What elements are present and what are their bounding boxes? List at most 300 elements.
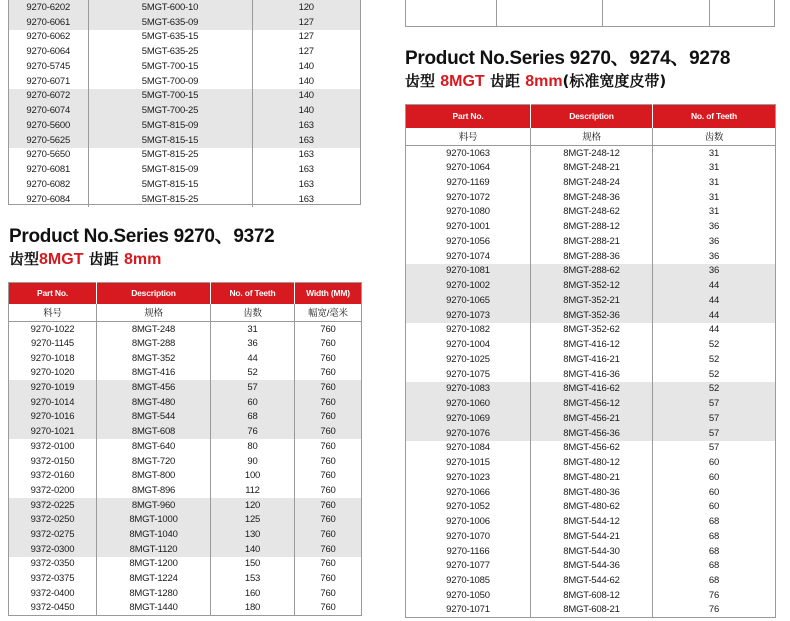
table-cell: 9270-1004 [406,337,531,352]
table-cell: 5MGT-815-09 [88,162,252,177]
table-row [9,192,360,207]
table-cell: 8MGT-960 [97,498,211,513]
table-cell: 9270-1063 [406,146,531,161]
table-cell: 76 [708,589,720,601]
table-cell: 8MGT-352-36 [531,308,653,323]
table-cell: 9270-1070 [406,529,531,544]
top-left-table [9,0,360,207]
table-cell: 9270-1145 [9,336,97,351]
table-cell: 44 [653,308,776,323]
table-cell: 68 [211,410,295,425]
table-cell: 8MGT-480-12 [531,455,653,470]
series-9270-9274-9278-table [405,104,776,618]
table-cell: 5MGT-700-25 [88,103,252,118]
table-cell: 60 [708,471,720,483]
table-cell: 8MGT-456-12 [531,396,653,411]
table-cell: 163 [252,133,360,148]
tooth-type-value: 8MGT [440,73,485,90]
table-cell: 9270-1014 [9,395,97,410]
table-cell: 8MGT-248-21 [531,160,653,175]
table-row [9,527,362,542]
table-cell: 163 [298,193,314,205]
table-cell: 100 [211,468,295,483]
table-cell: 8MGT-1224 [97,571,211,586]
pitch-value: 8mm [525,73,563,90]
table-cell: 5MGT-700-15 [88,89,252,104]
table-cell: 57 [211,380,295,395]
table-row [406,559,776,574]
table-cell: 140 [211,542,295,557]
table-cell: 8MGT-544 [97,410,211,425]
col-subheader-width: 幅宽/毫米 [295,304,362,322]
table-cell: 9270-1020 [9,366,97,381]
table-cell: 9270-6072 [9,89,88,104]
table-cell: 9270-1019 [9,380,97,395]
table-cell: 5MGT-815-25 [88,192,252,207]
table-cell: 140 [252,103,360,118]
table-cell: 760 [320,455,336,467]
table-cell: 125 [211,512,295,527]
table-cell: 52 [708,368,720,380]
col-header-description: Description [97,283,211,304]
table-row [9,468,362,483]
table-row [9,483,362,498]
table-row [406,455,776,470]
table-cell: 8MGT-416-62 [531,382,653,397]
table-cell: 44 [653,278,776,293]
table-cell: 8MGT-896 [97,483,211,498]
table-row [406,500,776,515]
table-cell: 8MGT-544-12 [531,514,653,529]
table-cell: 163 [252,118,360,133]
table-cell: 9270-1064 [406,160,531,175]
table-row [9,74,360,89]
table-cell: 9270-6082 [9,177,88,192]
table-cell: 8MGT-1040 [97,527,211,542]
table-cell: 9270-6071 [9,74,88,89]
table-row [406,219,776,234]
table-row [406,175,776,190]
table-row [9,162,360,177]
table-cell: 8MGT-480-62 [531,500,653,515]
table-cell: 68 [708,575,720,587]
top-right-table-frame [405,0,775,27]
col-header-description: Description [531,105,653,128]
table-cell: 60 [708,501,720,513]
table-cell: 36 [708,250,720,262]
table-row [9,586,362,601]
table-row [9,380,362,395]
table-cell: 760 [320,587,336,599]
table-cell: 9270-1021 [9,424,97,439]
table-cell: 9372-0200 [9,483,97,498]
table-cell: 150 [211,557,295,572]
table-cell: 9270-1083 [406,382,531,397]
table-cell: 8MGT-288-12 [531,219,653,234]
table-cell: 9270-6084 [9,192,88,207]
table-cell: 9270-1077 [406,559,531,574]
table-cell: 31 [708,176,720,188]
col-header-part-no: Part No. [406,105,531,128]
table-cell: 76 [211,424,295,439]
table-cell: 9270-1022 [9,322,97,337]
table-cell: 8MGT-352-62 [531,323,653,338]
col-subheader-no-of-teeth: 齿数 [211,304,295,322]
table-cell: 9270-5600 [9,118,88,133]
table-cell: 8MGT-480 [97,395,211,410]
col-header-no-of-teeth: No. of Teeth [211,283,295,304]
table-cell: 9270-1072 [406,190,531,205]
table-cell: 9270-1084 [406,441,531,456]
table-row [9,59,360,74]
table-cell: 760 [320,323,336,335]
table-cell: 5MGT-635-09 [88,15,252,30]
table-cell: 9270-1073 [406,308,531,323]
table-cell: 140 [298,75,314,87]
table-cell: 9270-1060 [406,396,531,411]
table-row [406,337,776,352]
table-row [9,89,360,104]
table-cell: 9372-0375 [9,571,97,586]
table-cell: 760 [295,380,362,395]
table-cell: 68 [708,530,720,542]
table-cell: 36 [708,235,720,247]
table-cell: 8MGT-416-36 [531,367,653,382]
table-cell: 140 [298,60,314,72]
table-cell: 9270-6061 [9,15,88,30]
table-row [406,308,776,323]
table-cell: 9270-1085 [406,573,531,588]
col-header-no-of-teeth: No. of Teeth [653,105,776,128]
table-row [9,148,360,163]
standard-width-note: (标准宽度皮带) [562,72,667,90]
table-cell: 5MGT-700-09 [88,74,252,89]
table-cell: 9270-1018 [9,351,97,366]
table-cell: 8MGT-608 [97,424,211,439]
table-row [406,264,776,279]
table-row [9,103,360,118]
table-cell: 9372-0150 [9,454,97,469]
table-cell: 68 [708,560,720,572]
table-cell: 31 [211,322,295,337]
table-cell: 31 [708,191,720,203]
table-cell: 8MGT-640 [97,439,211,454]
table-cell: 57 [708,442,720,454]
table-cell: 5MGT-815-09 [88,118,252,133]
table-cell: 9372-0300 [9,542,97,557]
table-row [9,118,360,133]
table-cell: 9270-1166 [406,544,531,559]
table-row [406,529,776,544]
table-cell: 760 [295,498,362,513]
table-cell: 8MGT-248-62 [531,205,653,220]
table-cell: 9270-6064 [9,44,88,59]
table-cell: 90 [211,454,295,469]
table-row [406,249,776,264]
table-cell: 9270-5745 [9,59,88,74]
table-cell: 8MGT-352-12 [531,278,653,293]
table-cell: 8MGT-544-62 [531,573,653,588]
table-row [406,160,776,175]
table-cell: 52 [708,353,720,365]
table-cell: 9270-1074 [406,249,531,264]
table-cell: 9270-1016 [9,410,97,425]
series-9270-9372-table [8,282,362,616]
pitch-value: 8mm [123,251,162,268]
table-cell: 8MGT-352 [97,351,211,366]
table-cell: 163 [298,178,314,190]
table-cell: 127 [252,15,360,30]
table-cell: 68 [708,516,720,528]
table-cell: 31 [708,162,720,174]
table-cell: 9372-0275 [9,527,97,542]
table-cell: 8MGT-288-21 [531,234,653,249]
table-cell: 8MGT-1440 [97,601,211,616]
pitch-label: 齿距 [489,72,520,90]
table-row [406,485,776,500]
table-row [9,512,362,527]
table-row [406,588,776,603]
table-cell: 8MGT-288 [97,336,211,351]
table-cell: 8MGT-1280 [97,586,211,601]
table-cell: 9270-1025 [406,352,531,367]
table-cell: 120 [211,498,295,513]
table-cell: 36 [708,221,720,233]
table-cell: 5MGT-815-15 [88,133,252,148]
table-row [406,573,776,588]
col-subheader-description: 规格 [97,304,211,322]
table-cell: 760 [295,410,362,425]
table-cell: 5MGT-635-15 [88,30,252,45]
table-cell: 9270-1071 [406,603,531,618]
table-cell: 8MGT-1000 [97,512,211,527]
tooth-type-label: 齿型 [9,250,40,268]
table-cell: 8MGT-544-36 [531,559,653,574]
col-subheader-part-no: 料号 [406,128,531,146]
table-cell: 8MGT-456-36 [531,426,653,441]
table-cell: 163 [298,149,314,161]
table-cell: 9270-1075 [406,367,531,382]
table-cell: 8MGT-800 [97,468,211,483]
table-cell: 9372-0225 [9,498,97,513]
table-cell: 9270-1069 [406,411,531,426]
table-cell: 60 [211,395,295,410]
table-cell: 127 [298,31,314,43]
table-cell: 60 [708,457,720,469]
table-cell: 9270-6081 [9,162,88,177]
table-cell: 9372-0400 [9,586,97,601]
table-cell: 8MGT-480-36 [531,485,653,500]
table-cell: 60 [708,486,720,498]
table-row [406,514,776,529]
table-cell: 31 [708,147,720,159]
table-cell: 760 [295,395,362,410]
table-row [406,278,776,293]
table-cell: 130 [211,527,295,542]
table-cell: 760 [295,424,362,439]
table-cell: 44 [653,293,776,308]
table-cell: 8MGT-480-21 [531,470,653,485]
table-cell: 5MGT-600-10 [88,0,252,15]
table-cell: 57 [653,426,776,441]
table-row [9,542,362,557]
table-row [406,352,776,367]
table-cell: 760 [295,542,362,557]
table-cell: 5MGT-815-25 [88,148,252,163]
col-subheader-description: 规格 [531,128,653,146]
table-row [9,133,360,148]
table-cell: 112 [211,483,295,498]
table-cell: 9270-1023 [406,470,531,485]
series-9270-9372-subtitle [9,248,161,269]
table-row [9,454,362,469]
table-row [406,411,776,426]
table-cell: 9270-1056 [406,234,531,249]
table-cell: 8MGT-456-62 [531,441,653,456]
table-cell: 9270-1066 [406,485,531,500]
table-cell: 9372-0100 [9,439,97,454]
table-cell: 760 [320,367,336,379]
table-row [9,601,362,616]
table-cell: 9270-1050 [406,588,531,603]
table-row [406,323,776,338]
table-cell: 5MGT-700-15 [88,59,252,74]
table-cell: 9270-1052 [406,500,531,515]
table-row [9,424,362,439]
series-9270-9274-9278-title: Product No.Series 9270、9274、9278 [405,48,731,69]
table-cell: 9270-1065 [406,293,531,308]
table-cell: 760 [320,338,336,350]
series-9270-9372-title: Product No.Series 9270、9372 [9,226,275,247]
table-cell: 760 [295,512,362,527]
table-row [406,544,776,559]
table-row [9,177,360,192]
table-cell: 8MGT-288-36 [531,249,653,264]
table-row [406,470,776,485]
table-cell: 68 [708,545,720,557]
table-cell: 8MGT-1200 [97,557,211,572]
table-cell: 760 [295,527,362,542]
table-cell: 9270-6202 [9,0,88,15]
table-row [406,382,776,397]
table-cell: 140 [252,89,360,104]
table-cell: 8MGT-288-62 [531,264,653,279]
table-row [406,396,776,411]
table-row [9,322,362,337]
table-cell: 9372-0450 [9,601,97,616]
table-row [406,603,776,618]
table-cell: 9270-1006 [406,514,531,529]
table-cell: 52 [708,339,720,351]
col-subheader-no-of-teeth: 齿数 [653,128,776,146]
table-cell: 760 [320,573,336,585]
table-cell: 163 [298,164,314,176]
table-cell: 9372-0350 [9,557,97,572]
table-cell: 9270-6074 [9,103,88,118]
table-cell: 9270-1002 [406,278,531,293]
series-9270-9274-9278-subtitle [405,70,666,91]
table-cell: 57 [653,411,776,426]
table-cell: 8MGT-720 [97,454,211,469]
table-row [9,336,362,351]
table-cell: 9270-5650 [9,148,88,163]
table-cell: 9372-0250 [9,512,97,527]
table-cell: 8MGT-248 [97,322,211,337]
col-header-part-no: Part No. [9,283,97,304]
table-row [406,146,776,161]
table-cell: 57 [653,396,776,411]
table-row [9,44,360,59]
table-row [9,351,362,366]
table-cell: 9270-1082 [406,323,531,338]
pitch-label: 齿距 [88,250,119,268]
table-cell: 9372-0160 [9,468,97,483]
table-cell: 760 [320,484,336,496]
table-row [9,30,360,45]
table-cell: 9270-1081 [406,264,531,279]
table-row [406,441,776,456]
table-cell: 36 [211,336,295,351]
table-cell: 8MGT-416-12 [531,337,653,352]
table-cell: 8MGT-608-21 [531,603,653,618]
table-cell: 8MGT-544-21 [531,529,653,544]
table-cell: 8MGT-416 [97,366,211,381]
table-cell: 52 [211,366,295,381]
table-row [9,439,362,454]
table-row [9,15,360,30]
table-row [406,205,776,220]
tooth-type-label: 齿型 [405,72,436,90]
col-subheader-part-no: 料号 [9,304,97,322]
table-cell: 8MGT-1120 [97,542,211,557]
table-cell: 8MGT-416-21 [531,352,653,367]
table-cell: 8MGT-544-30 [531,544,653,559]
table-cell: 8MGT-456-21 [531,411,653,426]
table-cell: 8MGT-248-36 [531,190,653,205]
table-row [9,571,362,586]
table-cell: 52 [653,382,776,397]
table-cell: 760 [320,352,336,364]
table-cell: 9270-6062 [9,30,88,45]
table-row [9,410,362,425]
table-row [9,395,362,410]
table-row [9,557,362,572]
table-cell: 36 [653,264,776,279]
table-cell: 76 [708,604,720,616]
table-row [9,0,360,15]
table-cell: 153 [211,571,295,586]
table-cell: 760 [320,440,336,452]
table-cell: 9270-1080 [406,205,531,220]
table-row [406,234,776,249]
table-cell: 5MGT-815-15 [88,177,252,192]
table-cell: 760 [320,470,336,482]
table-cell: 8MGT-248-12 [531,146,653,161]
table-row [406,426,776,441]
table-cell: 8MGT-352-21 [531,293,653,308]
table-cell: 8MGT-248-24 [531,175,653,190]
table-cell: 9270-5625 [9,133,88,148]
table-cell: 760 [320,602,336,614]
table-cell: 8MGT-456 [97,380,211,395]
table-cell: 31 [708,206,720,218]
table-cell: 127 [298,46,314,58]
tooth-type-value: 8MGT [39,251,84,268]
table-cell: 44 [211,351,295,366]
table-cell: 9270-1169 [406,175,531,190]
table-cell: 8MGT-608-12 [531,588,653,603]
table-cell: 5MGT-635-25 [88,44,252,59]
